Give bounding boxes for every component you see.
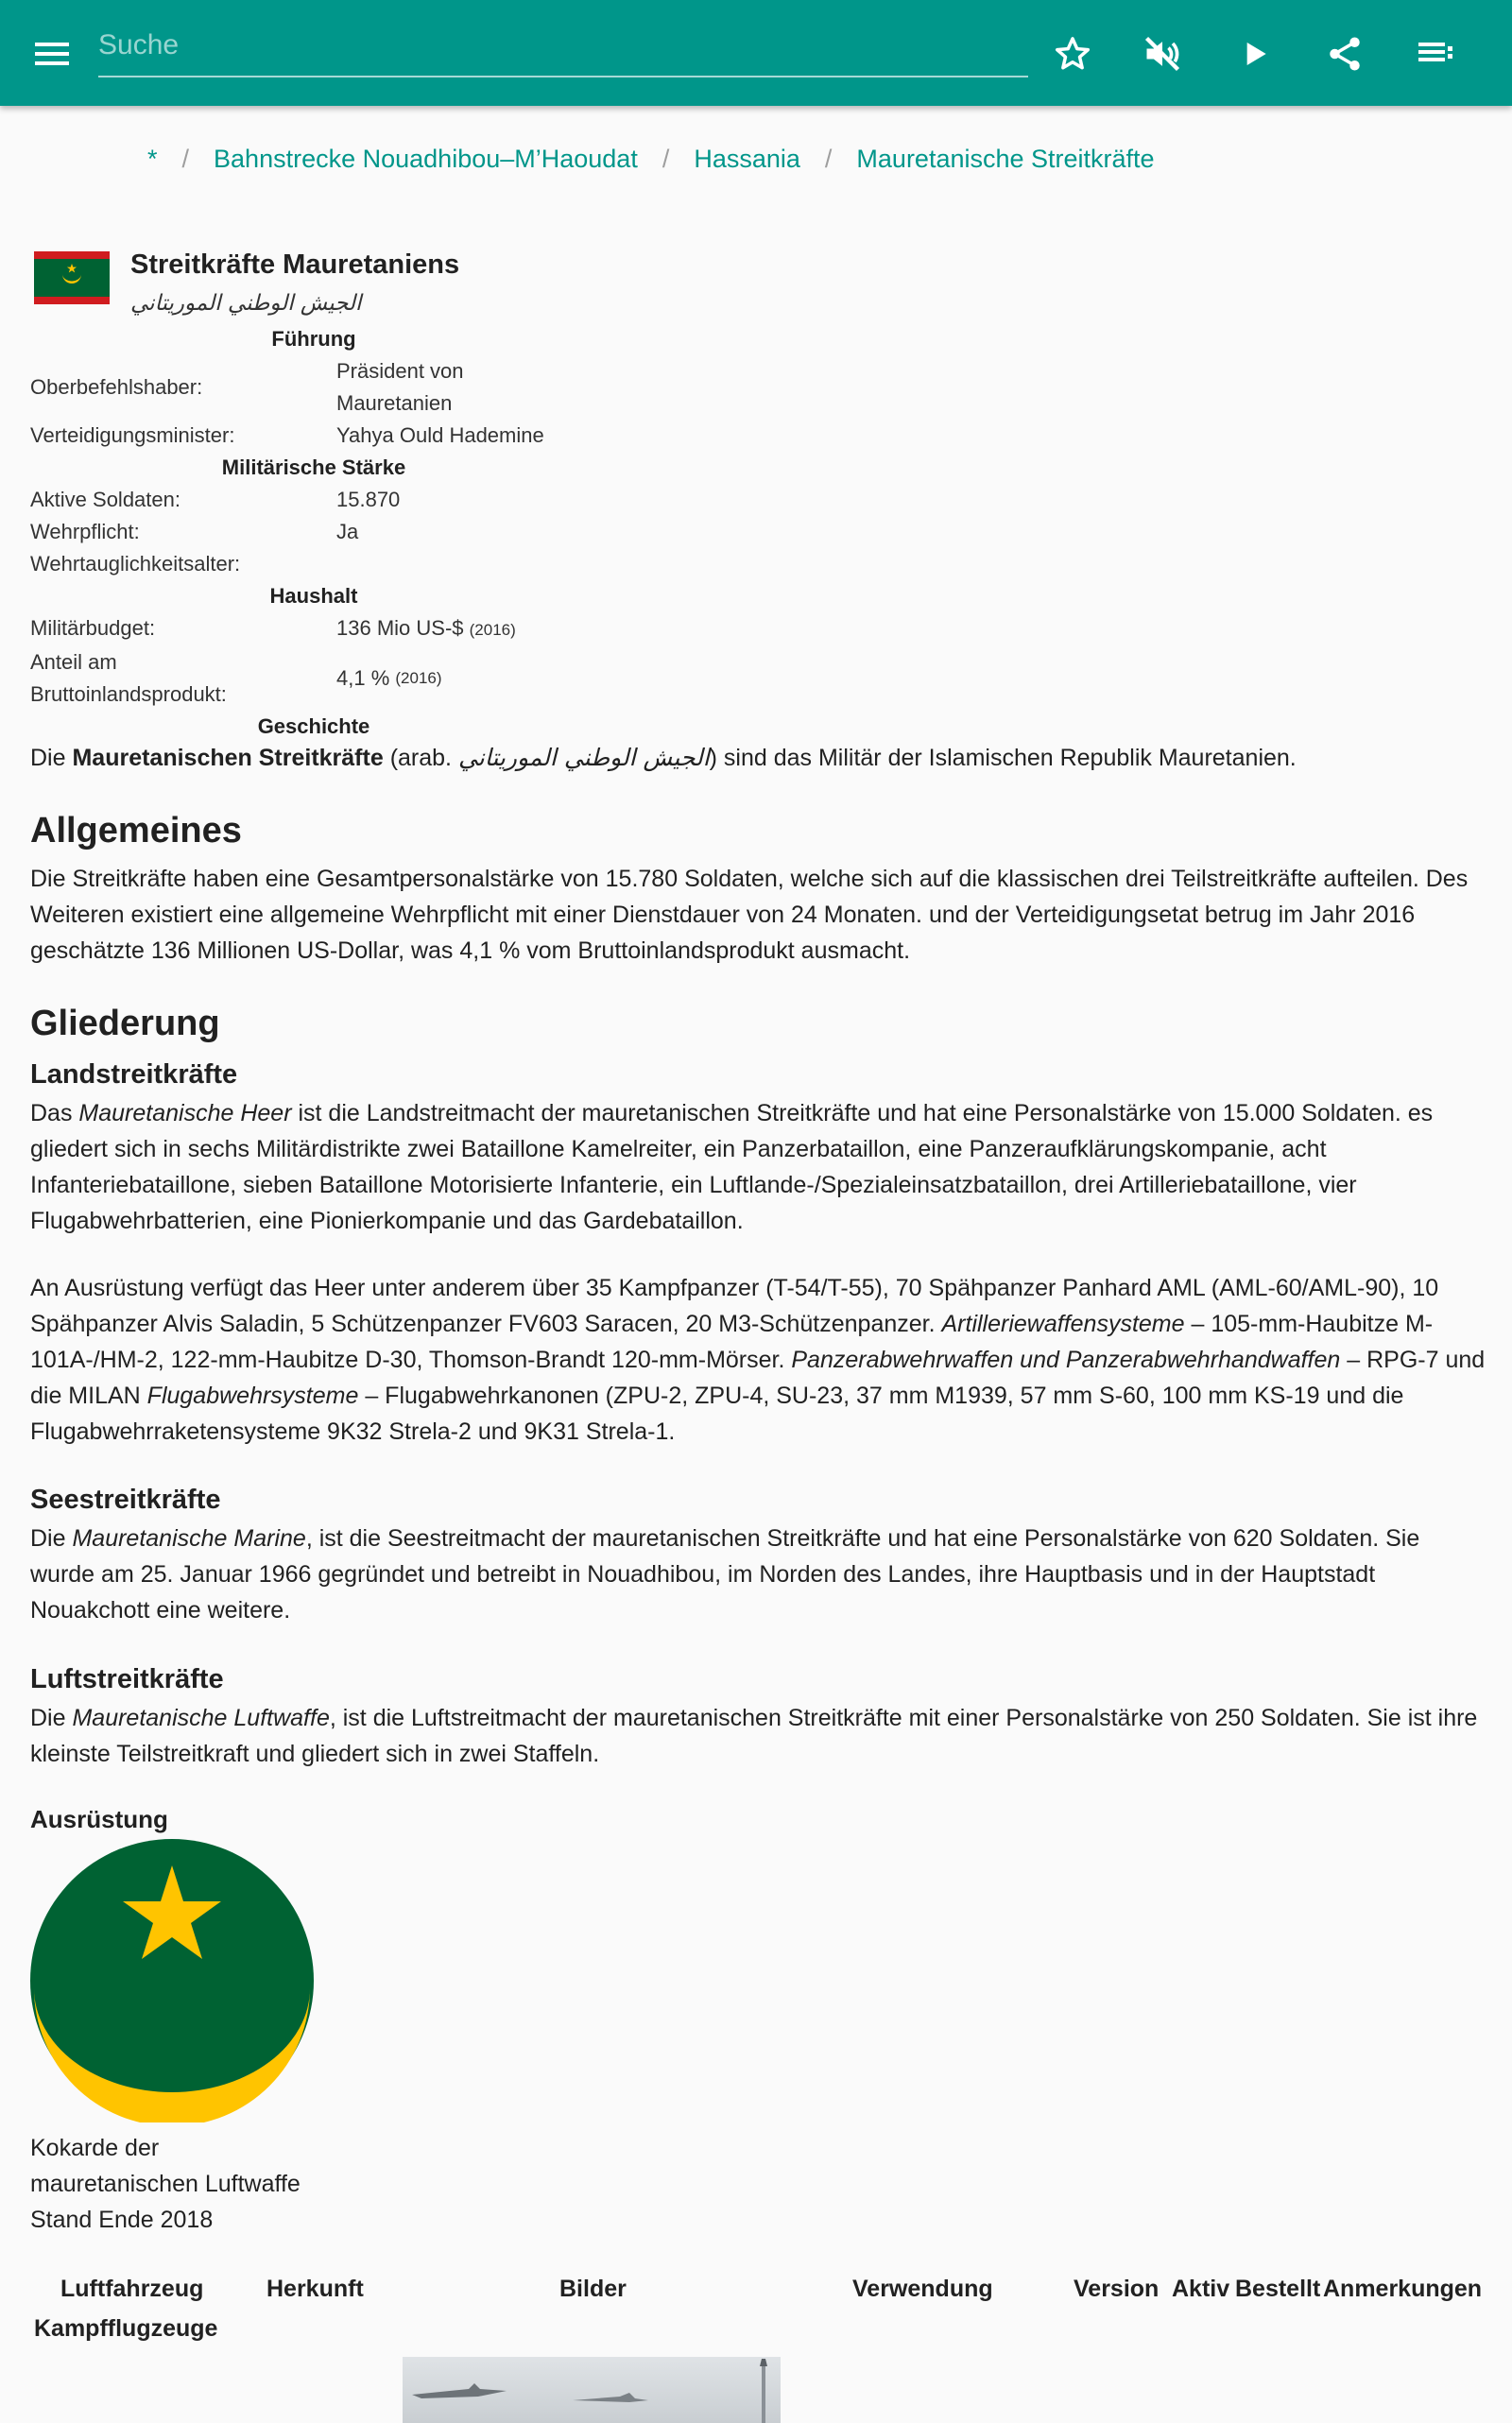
- row-wehrtauglichkeitsalter: [30, 548, 626, 580]
- text-run: , ist die Luftstreitmacht der mauretanischen Streitkräfte mit einer Personalstärke von 250 Soldaten. Sie ist ihre kleinste Teilstreitkraft und gliedert sich in zwei Staffeln.: [30, 1705, 1478, 1767]
- section-geschichte: Geschichte: [257, 714, 370, 738]
- row-value[interactable]: Yahya Ould Hademine: [336, 423, 544, 447]
- breadcrumb-current[interactable]: Mauretanische Streitkräfte: [856, 144, 1155, 173]
- col-bilder: Bilder: [559, 2276, 627, 2302]
- row-label: Militärbudget:: [30, 616, 156, 640]
- mauritania-flag: [34, 251, 110, 304]
- row-value: [336, 646, 620, 711]
- col-anmerkungen: Anmerkungen: [1323, 2276, 1483, 2302]
- see-paragraph: [30, 1521, 1486, 1628]
- col-luftfahrzeug: Luftfahrzeug: [60, 2276, 204, 2302]
- caption-line: Stand Ende 2018: [30, 2207, 214, 2233]
- play-icon[interactable]: [1232, 30, 1280, 77]
- heading-luftstreitkraefte: Luftstreitkräfte: [30, 1664, 224, 1694]
- text-run: ist die Landstreitmacht der mauretanischen Streitkräfte und hat eine Personalstärke von 15.000 Soldaten. es gliedert sich in sechs Militärdistrikte zwei Bataillone Kamelreiter, ein Panzerbataillon, eine Panzeraufklärungskompanie, acht Infanteriebataillone, sieben Bataillone Motorisierte Infanterie, ein Luftlande-/Spezialeinsatzbataillon, drei Artilleriebataillone, vier Flugabwehrbatterien, eine Pionierkompanie und das Gardebataillon.: [30, 1100, 1434, 1234]
- row-aktive-soldaten: [30, 484, 626, 516]
- text-run: Die: [30, 1525, 73, 1552]
- heading-gliederung: Gliederung: [30, 1004, 220, 1043]
- row-anteil-bip: [30, 646, 626, 711]
- row-label: Aktive Soldaten:: [30, 488, 180, 511]
- article-subject: Mauretanischen Streitkräfte: [72, 745, 384, 771]
- row-value-line[interactable]: Präsident von: [336, 359, 464, 383]
- anteil-year: (2016): [395, 669, 442, 687]
- aircraft-photo[interactable]: [403, 2357, 781, 2423]
- land-paragraph-2: [30, 1270, 1486, 1450]
- col-herkunft: Herkunft: [266, 2276, 364, 2302]
- row-oberbefehlshaber: [30, 355, 626, 420]
- col-bestellt: Bestellt: [1235, 2276, 1321, 2302]
- row-militaerbudget: [30, 612, 626, 646]
- col-verwendung: Verwendung: [852, 2276, 993, 2302]
- text-run: Das: [30, 1100, 79, 1126]
- row-label: [30, 646, 336, 711]
- text-run: (arab.: [383, 745, 458, 771]
- col-version: Version: [1074, 2276, 1160, 2302]
- breadcrumb-separator: /: [181, 144, 190, 173]
- playlist-icon[interactable]: [1412, 30, 1459, 77]
- infobox-title: Streitkräfte Mauretaniens: [130, 249, 460, 280]
- row-label: Wehrtauglichkeitsalter:: [30, 552, 241, 576]
- row-value: 15.870: [336, 488, 401, 511]
- row-value: [336, 355, 620, 420]
- heading-landstreitkraefte: Landstreitkräfte: [30, 1059, 238, 1090]
- share-icon[interactable]: [1321, 30, 1368, 77]
- breadcrumb: [147, 132, 1155, 185]
- section-staerke: Militärische Stärke: [221, 455, 406, 479]
- breadcrumb-separator: /: [662, 144, 670, 173]
- text-emphasis: Mauretanische Heer: [78, 1100, 292, 1126]
- air-force-roundel-image[interactable]: [30, 1839, 314, 2122]
- text-run: – Flugabwehrkanonen (ZPU-2, ZPU-4, SU-23, 37 mm M1939, 57 mm S-60, 100 mm KS-19 und die Flugabwehrraketensysteme 9K32 Strela-2 und 9K31 Strela-1.: [30, 1383, 1404, 1445]
- breadcrumb-separator: /: [824, 144, 833, 173]
- text-emphasis: Mauretanische Marine: [72, 1525, 306, 1552]
- row-label: Oberbefehlshaber:: [30, 375, 203, 399]
- anteil-value: 4,1 %: [336, 666, 390, 690]
- row-value: [336, 612, 620, 646]
- budget-year: (2016): [469, 621, 516, 639]
- search-input[interactable]: [98, 21, 1028, 70]
- row-value-line[interactable]: Mauretanien: [336, 391, 453, 415]
- section-fuehrung: Führung: [271, 327, 356, 351]
- text-run: , ist die Seestreitmacht der mauretanischen Streitkräfte und hat eine Personalstärke von 620 Soldaten. Sie wurde am 25. Januar 1966 gegründet und betreibt in Nouadhibou, im Norden des Landes, ihre Hauptbasis und in der Hauptstadt Nouakchott eine weitere.: [30, 1525, 1420, 1624]
- infobox-subtitle: الجيش الوطني الموريتاني: [130, 291, 362, 316]
- text-run: – 105-mm-Haubitze M-101A-/HM-2, 122-mm-Haubitze D-30, Thomson-Brandt 120-mm-Mörser.: [30, 1311, 1434, 1373]
- text-emphasis: Artilleriewaffensysteme: [941, 1311, 1185, 1337]
- heading-ausruestung: Ausrüstung: [30, 1805, 168, 1833]
- luft-paragraph: [30, 1700, 1486, 1772]
- col-aktiv: Aktiv: [1172, 2276, 1230, 2302]
- text-run: Die: [30, 1705, 73, 1731]
- caption-line: Kokarde der: [30, 2135, 160, 2161]
- table-group-kampfflugzeuge: Kampfflugzeuge: [34, 2315, 218, 2342]
- breadcrumb-home[interactable]: *: [147, 144, 158, 173]
- heading-seestreitkraefte: Seestreitkräfte: [30, 1485, 221, 1515]
- breadcrumb-hassania[interactable]: Hassania: [694, 144, 800, 173]
- row-verteidigungsminister: [30, 420, 626, 452]
- row-label-line: Anteil am: [30, 650, 117, 674]
- roundel-caption: [30, 2130, 352, 2238]
- intro-paragraph: [30, 740, 1486, 776]
- text-emphasis: Mauretanische Luftwaffe: [72, 1705, 330, 1731]
- arabic-name: الجيش الوطني الموريتاني: [457, 744, 710, 771]
- volume-off-icon[interactable]: [1139, 30, 1186, 77]
- budget-value: 136 Mio US-$: [336, 616, 464, 640]
- infobox-table: [30, 323, 626, 743]
- row-value: [336, 548, 620, 580]
- heading-allgemeines: Allgemeines: [30, 811, 242, 851]
- row-value: Ja: [336, 520, 359, 543]
- text-emphasis: Panzerabwehrwaffen und Panzerabwehrhandwaffen: [791, 1347, 1341, 1373]
- breadcrumb-bahnstrecke[interactable]: Bahnstrecke Nouadhibou–M’Haoudat: [214, 144, 638, 173]
- caption-line: mauretanischen Luftwaffe: [30, 2171, 301, 2197]
- menu-icon[interactable]: [28, 30, 76, 77]
- star-outline-icon[interactable]: [1049, 30, 1096, 77]
- search-field[interactable]: [98, 21, 1028, 77]
- row-label-line[interactable]: Bruttoinlandsprodukt:: [30, 682, 227, 706]
- app-bar: [0, 0, 1512, 106]
- text-emphasis: Flugabwehrsysteme: [146, 1383, 359, 1409]
- row-label: Verteidigungsminister:: [30, 423, 235, 447]
- text-run: – RPG-7 und die MILAN: [30, 1347, 1486, 1409]
- text-run: Die: [30, 745, 73, 771]
- section-haushalt: Haushalt: [269, 584, 358, 608]
- row-wehrpflicht: [30, 516, 626, 548]
- text-run: ) sind das Militär der Islamischen Republik Mauretanien.: [709, 745, 1297, 771]
- text-run: An Ausrüstung verfügt das Heer unter anderem über 35 Kampfpanzer (T-54/T-55), 70 Spähpanzer Panhard AML (AML-60/AML-90), 10 Spähpanzer Alvis Saladin, 5 Schützenpanzer FV603 Saracen, 20 M3-Schützenpanzer.: [30, 1275, 1439, 1337]
- land-paragraph-1: [30, 1095, 1486, 1239]
- allgemeines-paragraph: Die Streitkräfte haben eine Gesamtpersonalstärke von 15.780 Soldaten, welche sich auf die klassischen drei Teilstreitkräfte aufteilen. Des Weiteren existiert eine allgemeine Wehrpflicht mit einer Dienstdauer von 24 Monaten. und der Verteidigungsetat betrug im Jahr 2016 geschätzte 136 Millionen US-Dollar, was 4,1 % vom Bruttoinlandsprodukt ausmacht.: [30, 866, 1469, 964]
- row-label: Wehrpflicht:: [30, 520, 140, 543]
